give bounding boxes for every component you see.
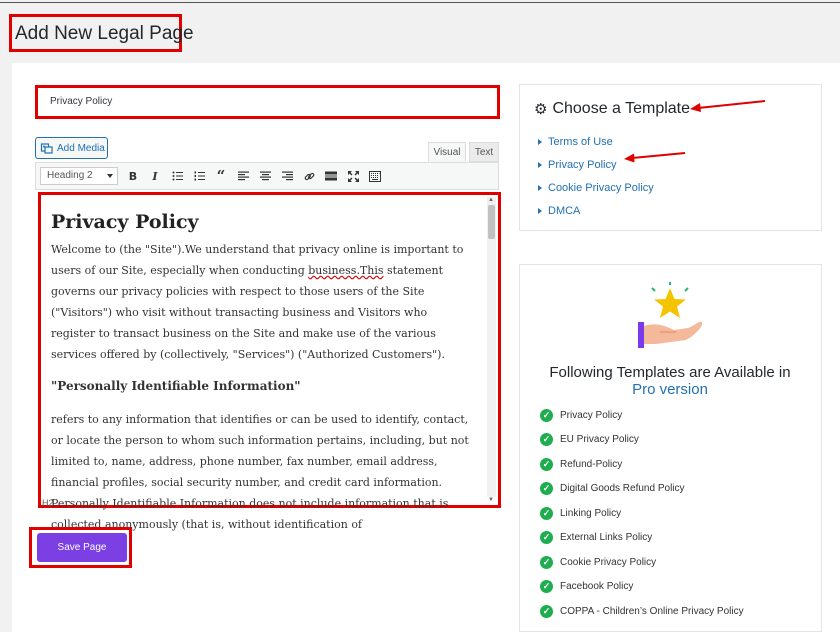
- content-paragraph: refers to any information that identifies or can be used to identify, contact, or locate the person to whom such information pertains, including, but not limited to, name, address, phone number, fax number, email address, financial profiles, social security number, and credit card information. Personally Identifiable Information does not include information that is collected anonymously (that is, without identification of: [51, 413, 469, 531]
- pro-template-label: EU Privacy Policy: [560, 434, 639, 446]
- numbered-list-icon: [194, 171, 205, 181]
- media-icon: [41, 142, 53, 154]
- bullet-list-icon: [172, 171, 183, 181]
- pro-template-label: Cookie Privacy Policy: [560, 556, 657, 568]
- save-page-button[interactable]: Save Page: [37, 533, 127, 562]
- check-icon: ✓: [540, 556, 553, 569]
- chevron-down-icon: [107, 174, 113, 178]
- editor-status-path: H2: [42, 498, 54, 508]
- read-more-button[interactable]: [320, 166, 342, 186]
- hand-star-icon: [636, 282, 706, 350]
- pro-template-label: Linking Policy: [560, 507, 622, 519]
- template-link[interactable]: Terms of Use: [548, 135, 613, 148]
- insert-link-button[interactable]: [298, 166, 320, 186]
- pro-template-label: Privacy Policy: [560, 409, 623, 421]
- pro-template-item: [540, 501, 744, 526]
- template-link[interactable]: Privacy Policy: [548, 158, 617, 171]
- check-icon: ✓: [540, 433, 553, 446]
- numbered-list-button[interactable]: [188, 166, 210, 186]
- pro-title-text: Following Templates are Available in: [549, 364, 791, 381]
- pro-template-list: [540, 403, 744, 624]
- pro-template-item: [540, 599, 744, 624]
- align-right-icon: [282, 171, 293, 181]
- blockquote-button[interactable]: “: [216, 167, 226, 185]
- pro-template-label: External Links Policy: [560, 532, 653, 544]
- editor-content-area[interactable]: [38, 192, 501, 531]
- top-border: [0, 2, 840, 3]
- check-icon: ✓: [540, 482, 553, 495]
- pro-template-item: [540, 477, 744, 502]
- check-icon: ✓: [540, 507, 553, 520]
- editor-scrollbar[interactable]: [487, 197, 496, 497]
- check-icon: ✓: [540, 409, 553, 422]
- pro-version-link[interactable]: Pro version: [632, 381, 708, 398]
- align-center-button[interactable]: [254, 166, 276, 186]
- link-icon: [304, 171, 315, 182]
- tab-visual[interactable]: Visual: [428, 142, 466, 162]
- read-more-icon: [325, 171, 337, 181]
- add-media-label: Add Media: [57, 142, 105, 154]
- template-item[interactable]: [538, 199, 654, 222]
- check-icon: ✓: [540, 580, 553, 593]
- add-media-button[interactable]: [35, 137, 108, 159]
- template-list: [538, 130, 654, 222]
- page-title: Add New Legal Page: [9, 14, 182, 52]
- pro-template-item: [540, 428, 744, 453]
- align-left-icon: [238, 171, 249, 181]
- bullet-list-button[interactable]: [166, 166, 188, 186]
- pro-template-label: COPPA - Children’s Online Privacy Policy: [560, 605, 744, 617]
- title-input[interactable]: Privacy Policy: [35, 85, 500, 119]
- check-icon: ✓: [540, 531, 553, 544]
- italic-button[interactable]: I: [152, 169, 158, 183]
- bold-button[interactable]: B: [128, 169, 138, 183]
- caret-right-icon: [538, 139, 542, 145]
- pro-template-item: [540, 452, 744, 477]
- caret-right-icon: [538, 162, 542, 168]
- toolbar-toggle-button[interactable]: [364, 166, 386, 186]
- keyboard-icon: [369, 171, 381, 182]
- fullscreen-button[interactable]: [342, 166, 364, 186]
- fullscreen-icon: [348, 171, 359, 182]
- content-paragraph: [51, 239, 471, 365]
- content-paragraph-end: statement governs our privacy policies with respect to those users of the Site ("Visitors") who visit without transacting business and Visitors who register to transact business on the Site and make use of the various services offered by (collectively, "Services") ("Authorized Customers").: [51, 264, 445, 361]
- save-highlight: [29, 527, 132, 568]
- align-left-button[interactable]: [232, 166, 254, 186]
- editor-body: [51, 209, 471, 546]
- content-subheading: "Personally Identifiable Information": [51, 379, 301, 393]
- template-panel-heading: [534, 100, 690, 118]
- gear-icon: ⚙: [534, 101, 548, 118]
- format-select-value: Heading 2: [47, 170, 93, 181]
- template-link[interactable]: Cookie Privacy Policy: [548, 181, 654, 194]
- spelling-error-word: business.This: [308, 264, 384, 277]
- pro-template-item: [540, 526, 744, 551]
- align-right-button[interactable]: [276, 166, 298, 186]
- scroll-up-icon[interactable]: ▲: [488, 197, 494, 203]
- check-icon: ✓: [540, 458, 553, 471]
- annotation-arrow: [622, 150, 688, 164]
- pro-panel-title: [530, 364, 810, 398]
- scrollbar-thumb[interactable]: [488, 205, 495, 239]
- pro-template-label: Refund-Policy: [560, 458, 623, 470]
- format-select[interactable]: [40, 167, 118, 185]
- pro-template-label: Facebook Policy: [560, 581, 634, 593]
- pro-template-label: Digital Goods Refund Policy: [560, 483, 685, 495]
- content-heading: Privacy Policy: [51, 211, 199, 233]
- editor-toolbar: [35, 162, 499, 190]
- tab-text[interactable]: Text: [469, 142, 499, 162]
- template-link[interactable]: DMCA: [548, 204, 581, 217]
- template-item[interactable]: [538, 176, 654, 199]
- pro-template-item: [540, 575, 744, 600]
- caret-right-icon: [538, 185, 542, 191]
- check-icon: ✓: [540, 605, 553, 618]
- pro-template-item: [540, 403, 744, 428]
- pro-template-item: [540, 550, 744, 575]
- scroll-down-icon[interactable]: ▼: [488, 497, 494, 503]
- align-center-icon: [260, 171, 271, 181]
- annotation-arrow: [688, 98, 768, 114]
- caret-right-icon: [538, 208, 542, 214]
- template-heading-label: Choose a Template: [552, 100, 691, 117]
- content-paragraph-start: Welcome to (the "Site").We understand that privacy online is important to users of our Site, especially when conducting: [51, 243, 464, 277]
